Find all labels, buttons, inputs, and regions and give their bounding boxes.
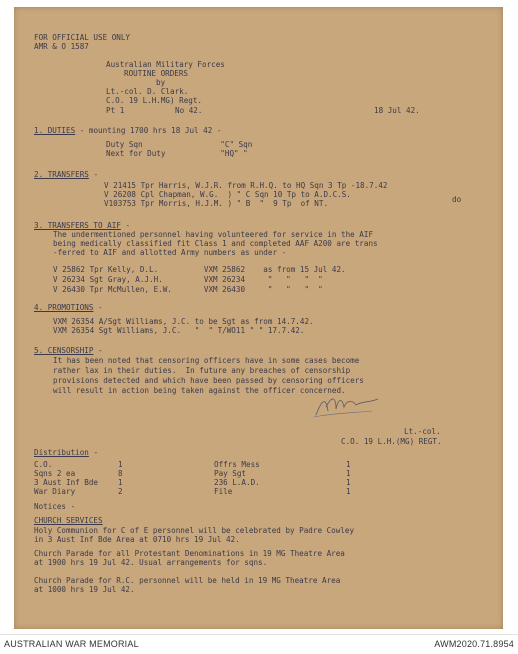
aif-paragraph-1: The undermentioned personnel having volunteered for service in the AIF	[53, 230, 374, 239]
duties-duty-sqn: Duty Sqn "C" Sqn	[106, 140, 253, 149]
footer-bar	[0, 634, 518, 654]
censorship-line-1: It has been noted that censoring officers have in some cases become	[53, 356, 360, 365]
transfer-ditto-mark: do	[452, 195, 462, 204]
aif-row-3: V 26430 Tpr McMullen, E.W. VXM 26430 " " " "	[53, 285, 323, 294]
aif-paragraph-2: being medically classified fit Class 1 and completed AAF A200 are trans	[53, 239, 378, 248]
section-duties-heading: 1. DUTIES - mounting 1700 hrs 18 Jul 42 -	[34, 126, 222, 135]
footer-institution: AUSTRALIAN WAR MEMORIAL	[4, 639, 139, 649]
signoff-rank: Lt.-col.	[404, 427, 441, 436]
distribution-item-label: Offrs Mess	[214, 460, 260, 469]
censorship-line-2: rather lax in their duties. In future any breaches of censorship	[53, 366, 351, 375]
distribution-item-qty: 1	[118, 478, 123, 487]
promotion-line-1: VXM 26354 A/Sgt Williams, J.C. to be Sgt as from 14.7.42.	[53, 317, 314, 326]
header-date: 18 Jul 42.	[374, 106, 420, 115]
transfer-line-3: V103753 Tpr Morris, H.J.M. ) " B " 9 Tp of NT.	[104, 199, 329, 208]
church-line-6: at 1000 hrs 19 Jul 42.	[34, 585, 135, 594]
section-censorship-heading: 5. CENSORSHIP -	[34, 346, 103, 355]
distribution-item-label: Sqns 2 ea	[34, 469, 76, 478]
church-line-4: at 1900 hrs 19 Jul 42. Usual arrangements for sqns.	[34, 558, 268, 567]
header-unit: C.O. 19 L.H.MG) Regt.	[106, 96, 203, 105]
aif-row-1: V 25862 Tpr Kelly, D.L. VXM 25862 as from 15 Jul 42.	[53, 265, 346, 274]
aif-row-2: V 26234 Sgt Gray, A.J.H. VXM 26234 " " " "	[53, 275, 323, 284]
church-services-heading: CHURCH SERVICES	[34, 516, 103, 525]
church-line-2: in 3 Aust Inf Bde Area at 0710 hrs 19 Jul 42.	[34, 535, 240, 544]
header-part: Pt 1	[106, 106, 125, 115]
distribution-item-qty: 1	[346, 469, 351, 478]
header-commander: Lt.-col. D. Clark.	[106, 87, 189, 96]
distribution-item-label: File	[214, 487, 233, 496]
transfer-line-2: V 26208 Cpl Chapman, W.G. ) " C Sqn 10 Tp to A.D.C.S.	[104, 190, 351, 199]
distribution-item-qty: 1	[346, 460, 351, 469]
church-line-5: Church Parade for R.C. personnel will be held in 19 MG Theatre Area	[34, 576, 341, 585]
header-by: by	[156, 78, 166, 87]
transfer-line-1: V 21415 Tpr Harris, W.J.R. from R.H.Q. to HQ Sqn 3 Tp -18.7.42	[104, 181, 388, 190]
promotion-line-2: VXM 26354 Sgt Williams, J.C. " " T/WO11 " " 17.7.42.	[53, 326, 305, 335]
footer-accession-number: AWM2020.71.8954	[434, 639, 514, 649]
header-routine-orders: ROUTINE ORDERS	[124, 69, 189, 78]
church-line-3: Church Parade for all Protestant Denominations in 19 MG Theatre Area	[34, 549, 345, 558]
church-line-1: Holy Communion for C of E personnel will be celebrated by Padre Cowley	[34, 526, 355, 535]
header-order-number: No 42.	[175, 106, 203, 115]
duties-next-for-duty: Next for Duty "HQ" "	[106, 149, 248, 158]
header-forces: Australian Military Forces	[106, 60, 225, 69]
section-promotions-heading: 4. PROMOTIONS -	[34, 303, 103, 312]
section-transfers-aif-heading: 3. TRANSFERS TO AIF -	[34, 221, 131, 230]
notices-heading: Notices -	[34, 502, 76, 511]
signoff-unit: C.O. 19 L.H.(MG) REGT.	[341, 437, 442, 446]
distribution-item-qty: 1	[118, 460, 123, 469]
distribution-item-qty: 8	[118, 469, 123, 478]
handwritten-signature	[312, 393, 382, 419]
distribution-item-label: 3 Aust Inf Bde	[34, 478, 99, 487]
distribution-item-label: C.O.	[34, 460, 53, 469]
distribution-item-qty: 1	[346, 487, 351, 496]
distribution-item-qty: 1	[346, 478, 351, 487]
distribution-heading: Distribution -	[34, 448, 99, 457]
section-transfers-heading: 2. TRANSFERS -	[34, 170, 99, 179]
distribution-item-label: 236 L.A.D.	[214, 478, 260, 487]
censorship-line-4: will result in action being taken against the officer concerned.	[53, 386, 346, 395]
classification-line: FOR OFFICIAL USE ONLY	[34, 33, 131, 42]
distribution-item-label: War Diary	[34, 487, 76, 496]
censorship-line-3: provisions detected and which have been passed by censoring officers	[53, 376, 364, 385]
distribution-item-label: Pay Sgt	[214, 469, 247, 478]
aif-paragraph-3: -ferred to AIF and allotted Army numbers as under -	[53, 248, 287, 257]
distribution-item-qty: 2	[118, 487, 123, 496]
reference-number: AMR & O 1587	[34, 42, 89, 51]
